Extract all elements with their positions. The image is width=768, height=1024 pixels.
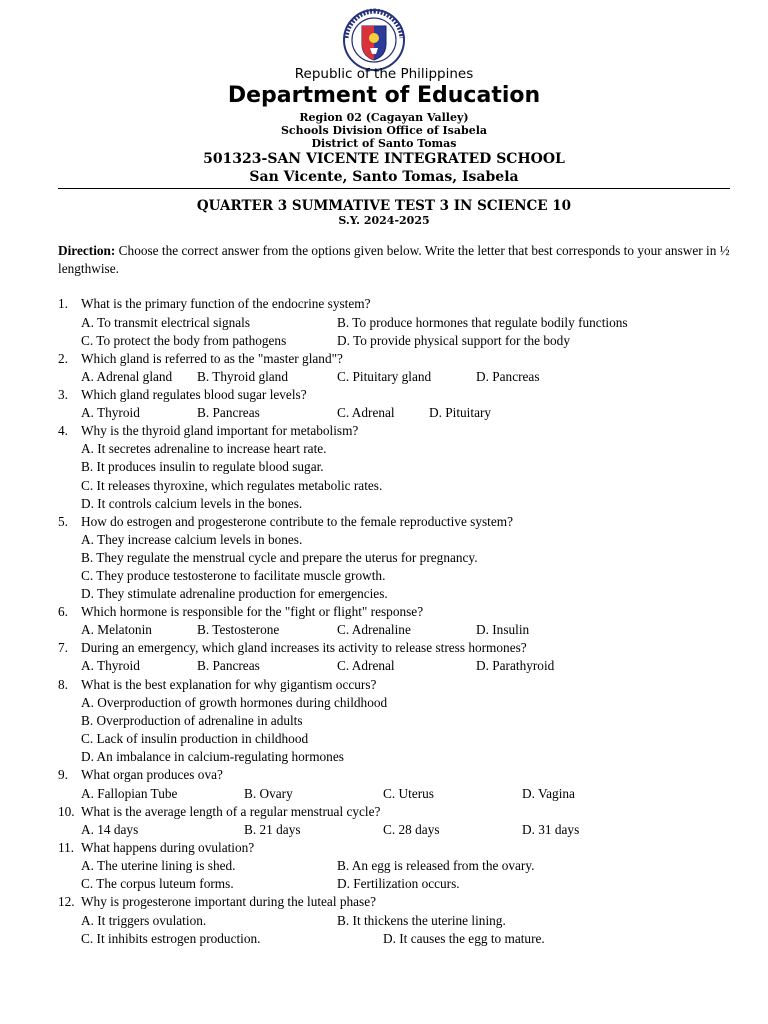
direction-label: Direction: bbox=[58, 243, 116, 258]
question-number: 5. bbox=[58, 514, 68, 529]
question-text: Why is the thyroid gland important for metabolism? bbox=[81, 423, 359, 438]
answer-option: A. The uterine lining is shed. bbox=[81, 858, 236, 873]
question-text: During an emergency, which gland increases its activity to release stress hormones? bbox=[81, 640, 527, 655]
question-number: 7. bbox=[58, 640, 68, 655]
answer-option: D. Insulin bbox=[476, 622, 530, 637]
answer-option: C. Lack of insulin production in childhood bbox=[81, 731, 309, 746]
answer-option: D. It controls calcium levels in the bones. bbox=[81, 496, 303, 511]
question-number: 12. bbox=[58, 894, 75, 909]
answer-option: D. It causes the egg to mature. bbox=[383, 931, 545, 946]
answer-option: B. An egg is released from the ovary. bbox=[337, 858, 535, 873]
answer-option: B. To produce hormones that regulate bodily functions bbox=[337, 315, 628, 330]
answer-option: C. It releases thyroxine, which regulates metabolic rates. bbox=[81, 478, 383, 493]
answer-option: C. Pituitary gland bbox=[337, 369, 432, 384]
answer-option: D. To provide physical support for the body bbox=[337, 333, 570, 348]
question-number: 2. bbox=[58, 351, 68, 366]
answer-option: B. 21 days bbox=[244, 822, 301, 837]
school-year: S.Y. 2024-2025 bbox=[338, 214, 430, 227]
answer-option: C. Adrenal bbox=[337, 405, 395, 420]
question-text: What is the average length of a regular menstrual cycle? bbox=[81, 804, 381, 819]
answer-option: A. It triggers ovulation. bbox=[81, 913, 207, 928]
answer-option: A. Fallopian Tube bbox=[81, 786, 178, 801]
header-divider bbox=[58, 188, 730, 189]
republic-line: Republic of the Philippines bbox=[294, 66, 474, 82]
answer-option: C. To protect the body from pathogens bbox=[81, 333, 287, 348]
school-address: San Vicente, Santo Tomas, Isabela bbox=[249, 169, 519, 185]
direction-text: Choose the correct answer from the options given below. Write the letter that best corresponds to your answer in ½ lengthwise. bbox=[58, 243, 730, 276]
answer-option: A. 14 days bbox=[81, 822, 139, 837]
answer-option: A. Overproduction of growth hormones during childhood bbox=[81, 695, 388, 710]
answer-option: B. Ovary bbox=[244, 786, 293, 801]
question-text: What is the best explanation for why gigantism occurs? bbox=[81, 677, 377, 692]
answer-option: A. Thyroid bbox=[81, 658, 140, 673]
question-number: 1. bbox=[58, 296, 68, 311]
department-title: Department of Education bbox=[227, 83, 541, 108]
school-name: 501323-SAN VICENTE INTEGRATED SCHOOL bbox=[203, 151, 565, 167]
deped-seal-logo bbox=[338, 8, 410, 72]
question-number: 3. bbox=[58, 387, 68, 402]
answer-option: B. Pancreas bbox=[197, 405, 260, 420]
answer-option: C. The corpus luteum forms. bbox=[81, 876, 234, 891]
answer-option: B. Thyroid gland bbox=[197, 369, 288, 384]
answer-option: A. It secretes adrenaline to increase heart rate. bbox=[81, 441, 327, 456]
answer-option: D. An imbalance in calcium-regulating hormones bbox=[81, 749, 344, 764]
question-number: 10. bbox=[58, 804, 75, 819]
answer-option: B. Pancreas bbox=[197, 658, 260, 673]
question-number: 4. bbox=[58, 423, 68, 438]
answer-option: D. Fertilization occurs. bbox=[337, 876, 460, 891]
question-text: What organ produces ova? bbox=[81, 767, 223, 782]
answer-option: C. 28 days bbox=[383, 822, 440, 837]
answer-option: C. Uterus bbox=[383, 786, 434, 801]
answer-option: D. 31 days bbox=[522, 822, 580, 837]
question-number: 11. bbox=[58, 840, 75, 855]
answer-option: B. Overproduction of adrenaline in adults bbox=[81, 713, 303, 728]
question-text: Which gland is referred to as the "master gland"? bbox=[81, 351, 343, 366]
question-number: 6. bbox=[58, 604, 68, 619]
answer-option: B. It thickens the uterine lining. bbox=[337, 913, 506, 928]
division-line: Schools Division Office of Isabela bbox=[280, 124, 487, 137]
answer-option: B. They regulate the menstrual cycle and prepare the uterus for pregnancy. bbox=[81, 550, 478, 565]
answer-option: D. They stimulate adrenaline production for emergencies. bbox=[81, 586, 388, 601]
answer-option: A. To transmit electrical signals bbox=[81, 315, 251, 330]
test-title: QUARTER 3 SUMMATIVE TEST 3 IN SCIENCE 10 bbox=[196, 198, 572, 214]
answer-option: B. Testosterone bbox=[197, 622, 280, 637]
question-text: Why is progesterone important during the luteal phase? bbox=[81, 894, 377, 909]
district-line: District of Santo Tomas bbox=[311, 137, 457, 150]
answer-option: B. It produces insulin to regulate blood sugar. bbox=[81, 459, 324, 474]
answer-option: A. Adrenal gland bbox=[81, 369, 173, 384]
region-line: Region 02 (Cagayan Valley) bbox=[299, 111, 469, 124]
question-text: Which gland regulates blood sugar levels? bbox=[81, 387, 307, 402]
answer-option: A. Thyroid bbox=[81, 405, 140, 420]
answer-option: D. Parathyroid bbox=[476, 658, 555, 673]
answer-option: D. Pancreas bbox=[476, 369, 540, 384]
answer-option: C. It inhibits estrogen production. bbox=[81, 931, 261, 946]
direction-paragraph bbox=[58, 242, 732, 278]
question-text: Which hormone is responsible for the "fight or flight" response? bbox=[81, 604, 424, 619]
answer-option: D. Pituitary bbox=[429, 405, 492, 420]
answer-option: D. Vagina bbox=[522, 786, 575, 801]
answer-option: A. Melatonin bbox=[81, 622, 152, 637]
answer-option: C. Adrenal bbox=[337, 658, 395, 673]
question-text: What happens during ovulation? bbox=[81, 840, 255, 855]
answer-option: C. Adrenaline bbox=[337, 622, 411, 637]
question-number: 9. bbox=[58, 767, 68, 782]
question-number: 8. bbox=[58, 677, 68, 692]
answer-option: C. They produce testosterone to facilitate muscle growth. bbox=[81, 568, 386, 583]
answer-option: A. They increase calcium levels in bones. bbox=[81, 532, 303, 547]
question-text: How do estrogen and progesterone contribute to the female reproductive system? bbox=[81, 514, 514, 529]
question-text: What is the primary function of the endocrine system? bbox=[81, 296, 371, 311]
